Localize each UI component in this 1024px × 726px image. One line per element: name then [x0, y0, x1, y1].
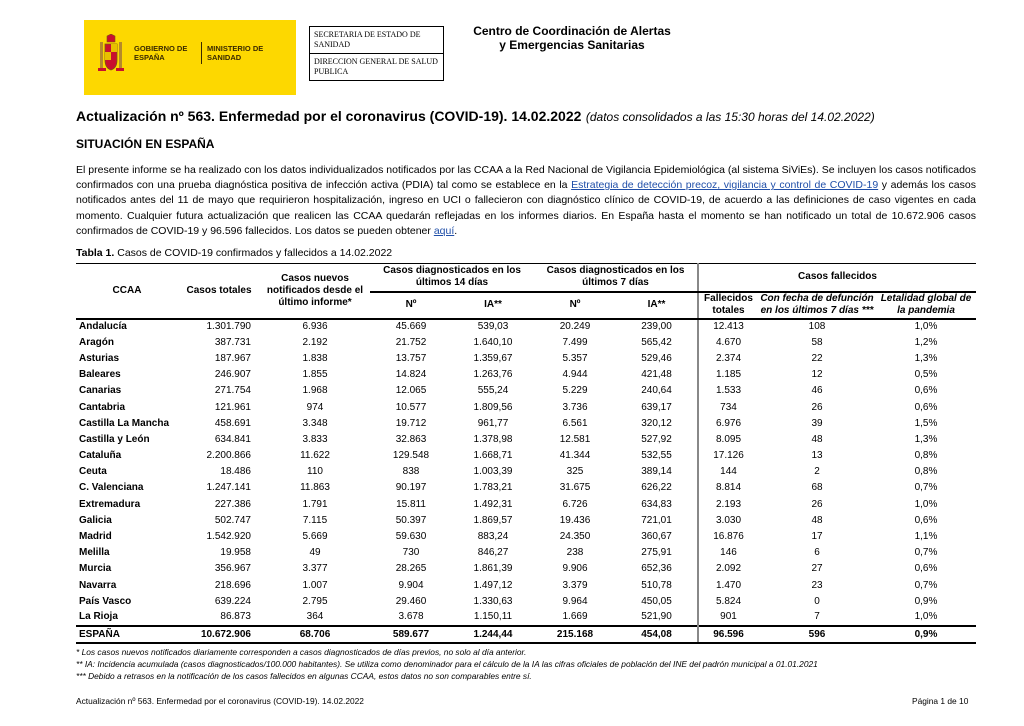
cell-n-7: 24.350 — [559, 531, 591, 543]
cell-letalidad: 0,5% — [914, 369, 938, 381]
cell-ia-7: 529,46 — [641, 352, 672, 364]
header-n-14: Nº — [370, 292, 452, 319]
cell-ia-14: 1.497,12 — [473, 579, 513, 591]
cell-letalidad: 0,6% — [914, 385, 938, 397]
cell-casos-totales: 1.247.141 — [206, 482, 251, 494]
report-title-line — [76, 108, 976, 126]
cell-n-7: 238 — [566, 547, 584, 559]
cell-casos-nuevos: 1.838 — [302, 352, 328, 364]
section-heading: SITUACIÓN EN ESPAÑA — [76, 137, 215, 151]
cell-ia-14: 1.150,11 — [473, 611, 513, 623]
cell-n-14: 9.904 — [398, 579, 424, 591]
cell-ia-14: 1.783,21 — [473, 482, 513, 494]
cell-casos-nuevos: 1.791 — [302, 498, 328, 510]
table-caption-text: Casos de COVID-19 confirmados y fallecidos a 14.02.2022 — [114, 247, 393, 259]
header-ia-7: IA** — [616, 292, 698, 319]
cell-letalidad: 0,8% — [914, 466, 938, 478]
table-row — [76, 367, 976, 383]
cell-letalidad: 0,7% — [914, 482, 938, 494]
table-body — [76, 319, 976, 644]
cell-fallecidos-totales: 2.092 — [698, 561, 758, 577]
table-notes — [76, 646, 986, 682]
cell-fallecidos-7-dias: 39 — [811, 417, 823, 429]
cell-ccaa: Andalucía — [79, 321, 127, 333]
cell-fallecidos-7-dias: 108 — [808, 321, 826, 333]
table-row — [76, 513, 976, 529]
cell-fallecidos-7-dias: 6 — [814, 547, 820, 559]
cell-ia-7: 639,17 — [641, 401, 672, 413]
cell-n-14: 730 — [402, 547, 420, 559]
cell-ia-14: 1.492,31 — [473, 498, 513, 510]
cell-fallecidos-7-dias: 7 — [814, 611, 820, 623]
cell-fallecidos-7-dias: 26 — [811, 498, 823, 510]
cell-casos-totales: 18.486 — [220, 466, 251, 478]
cell-ia-7: 527,92 — [641, 433, 672, 445]
cell-n-14: 21.752 — [395, 336, 427, 348]
cell-fallecidos-7-dias: 23 — [811, 579, 823, 591]
cell-n-7: 41.344 — [559, 450, 591, 462]
cell-n-7: 7.499 — [562, 336, 588, 348]
cell-ia-7: 510,78 — [641, 579, 672, 591]
cell-fallecidos-totales: 146 — [698, 545, 758, 561]
logo-divider — [201, 42, 202, 64]
estrategia-link[interactable]: Estrategia de detección precoz, vigilancia y control de COVID-19 — [571, 179, 879, 192]
cell-ia-14: 539,03 — [477, 321, 509, 333]
cell-casos-totales: 356.967 — [214, 563, 251, 575]
cell-fallecidos-7-dias: 17 — [811, 531, 823, 543]
paragraph-text-3: . — [454, 224, 458, 237]
table-row — [76, 578, 976, 594]
cell-ccaa: Cantabria — [79, 401, 126, 413]
cell-n-14: 12.065 — [395, 385, 427, 397]
cell-fallecidos-7-dias: 48 — [811, 433, 823, 445]
cell-n-14: 50.397 — [395, 514, 427, 526]
table-row — [76, 351, 976, 367]
cell-ia-14: 1.244,44 — [452, 626, 534, 643]
centro-coordinacion — [462, 24, 682, 52]
cell-fallecidos-7-dias: 26 — [811, 401, 823, 413]
paragraph-text-1: El presente informe se ha realizado con los datos individualizados notificados por las CCAA a la Red Nacional de Vigilancia Epidemiológica (al sistema SiViEs). Se incluyen los casos notificados confirmados con una prueba diagnóstica positiva de infección activa (PDIA) tal como se establece en la — [76, 164, 976, 192]
cell-n-7: 3.736 — [562, 401, 588, 413]
cell-letalidad: 0,6% — [914, 514, 938, 526]
table-header — [76, 264, 976, 319]
cell-n-14: 15.811 — [396, 498, 426, 510]
cell-ccaa: País Vasco — [79, 595, 132, 607]
cell-fallecidos-7-dias: 13 — [811, 450, 823, 462]
cell-casos-totales: 19.958 — [220, 547, 251, 559]
cell-casos-totales: 458.691 — [214, 417, 251, 429]
cell-letalidad: 0,9% — [914, 595, 938, 607]
cell-fallecidos-totales: 1.185 — [698, 367, 758, 383]
footer-title: Actualización nº 563. Enfermedad por el coronavirus (COVID-19). 14.02.2022 — [76, 696, 364, 706]
table-caption-label: Tabla 1. — [76, 247, 115, 259]
cell-casos-totales: 187.967 — [214, 352, 251, 364]
cell-casos-nuevos: 2.192 — [302, 336, 328, 348]
cell-n-14: 90.197 — [395, 482, 427, 494]
cell-ccaa: Galicia — [79, 514, 112, 526]
cell-ia-7: 454,08 — [616, 626, 698, 643]
header-n-7: Nº — [534, 292, 616, 319]
header-fallecidos-7-dias: Con fecha de defunción en los últimos 7 días *** — [758, 292, 876, 319]
table-row — [76, 561, 976, 577]
cell-fallecidos-totales: 2.374 — [698, 351, 758, 367]
cell-n-7: 19.436 — [559, 514, 591, 526]
cell-ia-14: 1.359,67 — [473, 352, 513, 364]
cell-casos-nuevos: 3.833 — [302, 433, 328, 445]
cell-ccaa: Navarra — [79, 579, 117, 591]
cell-casos-nuevos: 5.669 — [302, 531, 328, 543]
table-row — [76, 448, 976, 464]
cell-casos-nuevos: 11.863 — [300, 482, 330, 494]
header-letalidad: Letalidad global de la pandemia — [876, 292, 976, 319]
cell-ccaa: Castilla La Mancha — [79, 417, 170, 429]
cell-ia-7: 565,42 — [641, 336, 672, 348]
cell-fallecidos-7-dias: 22 — [811, 352, 823, 364]
cell-letalidad: 1,3% — [914, 433, 938, 445]
cell-ccaa: Baleares — [79, 369, 121, 381]
cell-casos-nuevos: 2.795 — [302, 595, 328, 607]
logo-text-ministerio: MINISTERIO DE SANIDAD — [207, 44, 264, 62]
cell-n-7: 6.561 — [562, 417, 588, 429]
cell-n-7: 5.357 — [562, 352, 588, 364]
note-2: ** IA: Incidencia acumulada (casos diagnosticados/100.000 habitantes). Se utiliza como denominador para el cálculo de la IA las cifras oficiales de población del INE del padrón municipal a 01.01.2021 — [76, 659, 818, 669]
cell-ia-7: 275,91 — [641, 547, 672, 559]
cell-ia-7: 626,22 — [641, 482, 672, 494]
cell-n-14: 29.460 — [395, 595, 427, 607]
covid-cases-table — [76, 263, 976, 644]
cell-letalidad: 0,6% — [914, 563, 938, 575]
header-ia-14: IA** — [452, 292, 534, 319]
cell-casos-totales: 271.754 — [214, 385, 251, 397]
cell-casos-nuevos: 1.855 — [302, 369, 328, 381]
header-casos-totales: Casos totales — [178, 264, 260, 319]
cell-fallecidos-totales: 1.533 — [698, 383, 758, 399]
cell-casos-totales: 227.386 — [214, 498, 251, 510]
cell-fallecidos-totales: 4.670 — [698, 335, 758, 351]
cell-casos-nuevos: 364 — [306, 611, 324, 623]
table-row — [76, 335, 976, 351]
cell-ccaa: Melilla — [79, 547, 110, 559]
cell-ia-7: 320,12 — [641, 417, 672, 429]
paragraph-text-2: y además los casos notificados antes del 11 de mayo que requirieron hospitalización, ingreso en UCI o fallecieron con diagnóstico clínico de COVID-19, de acuerdo a las definiciones de caso vigentes en cada momento. Cualquier futura actualización que realicen las CCAA quedarán reflejadas en los informes diarios. En España hasta el momento se han notificado un total de 10.672.906 casos confirmados de COVID-19 y 96.596 fallecidos. Los datos se pueden obtener — [76, 179, 976, 237]
cell-n-14: 13.757 — [395, 352, 427, 364]
cell-casos-nuevos: 68.706 — [260, 626, 370, 643]
cell-fallecidos-totales: 5.824 — [698, 594, 758, 610]
cell-fallecidos-7-dias: 12 — [811, 369, 823, 381]
cell-fallecidos-7-dias: 58 — [811, 336, 823, 348]
table-row — [76, 416, 976, 432]
org-direccion: DIRECCION GENERAL DE SALUD PUBLICA — [310, 53, 443, 80]
cell-ccaa: Castilla y León — [79, 433, 150, 445]
cell-n-14: 129.548 — [392, 450, 430, 462]
table-caption — [76, 247, 392, 259]
cell-ia-14: 1.378,98 — [473, 433, 513, 445]
cell-letalidad: 0,9% — [876, 626, 976, 643]
cell-letalidad: 0,6% — [914, 401, 938, 413]
cell-ccaa: Ceuta — [79, 466, 107, 478]
cell-ccaa: Madrid — [79, 531, 112, 543]
header-group-7-dias: Casos diagnosticados en los últimos 7 días — [534, 264, 698, 292]
cell-n-7: 4.944 — [562, 369, 588, 381]
cell-n-14: 32.863 — [395, 433, 427, 445]
cell-fallecidos-7-dias: 48 — [811, 514, 823, 526]
cell-fallecidos-totales: 144 — [698, 464, 758, 480]
cell-casos-totales: 121.961 — [214, 401, 251, 413]
cell-casos-nuevos: 1.968 — [302, 385, 328, 397]
cell-fallecidos-totales: 901 — [698, 610, 758, 626]
cell-ia-14: 846,27 — [477, 547, 509, 559]
cell-ia-14: 883,24 — [477, 531, 509, 543]
cell-ia-7: 360,67 — [641, 531, 672, 543]
cell-letalidad: 0,8% — [914, 450, 938, 462]
cell-n-7: 12.581 — [559, 433, 591, 445]
cell-fallecidos-totales: 1.470 — [698, 578, 758, 594]
cell-n-7: 3.379 — [562, 579, 588, 591]
logo-text-gobierno: GOBIERNO DE ESPAÑA — [134, 44, 188, 62]
cell-fallecidos-totales: 12.413 — [698, 319, 758, 335]
note-3: *** Debido a retrasos en la notificación de los casos fallecidos en algunas CCAA, estos datos no son comparables entre sí. — [76, 671, 532, 681]
cell-ccaa: ESPAÑA — [76, 626, 178, 643]
cell-n-7: 215.168 — [534, 626, 616, 643]
cell-letalidad: 1,1% — [914, 531, 938, 543]
table-row — [76, 383, 976, 399]
cell-ia-14: 1.640,10 — [473, 336, 513, 348]
cell-fallecidos-totales: 96.596 — [698, 626, 758, 643]
cell-n-7: 31.675 — [559, 482, 591, 494]
cell-letalidad: 1,0% — [914, 321, 938, 333]
table-row — [76, 497, 976, 513]
cell-n-7: 9.964 — [562, 595, 588, 607]
cell-casos-nuevos: 7.115 — [302, 514, 328, 526]
cell-letalidad: 0,7% — [914, 579, 938, 591]
cell-ia-14: 1.668,71 — [473, 450, 513, 462]
cell-casos-totales: 1.542.920 — [206, 531, 251, 543]
cell-ia-14: 1.330,63 — [473, 595, 513, 607]
cell-ccaa: Cataluña — [79, 450, 122, 462]
cell-casos-nuevos: 3.377 — [302, 563, 328, 575]
cell-fallecidos-totales: 8.814 — [698, 480, 758, 496]
cell-ccaa: Extremadura — [79, 498, 141, 510]
cell-casos-totales: 2.200.866 — [206, 450, 251, 462]
cell-letalidad: 1,0% — [914, 611, 938, 623]
cell-n-14: 28.265 — [395, 563, 427, 575]
cell-fallecidos-totales: 8.095 — [698, 432, 758, 448]
organization-box — [309, 26, 444, 81]
cell-casos-totales: 246.907 — [214, 369, 251, 381]
cell-fallecidos-7-dias: 68 — [811, 482, 823, 494]
table-row — [76, 464, 976, 480]
cell-ia-7: 532,55 — [641, 450, 672, 462]
cell-n-14: 3.678 — [398, 611, 424, 623]
cell-casos-nuevos: 1.007 — [302, 579, 328, 591]
cell-ia-7: 521,90 — [641, 611, 672, 623]
table-row — [76, 432, 976, 448]
cell-letalidad: 1,0% — [914, 498, 938, 510]
table-total-row — [76, 626, 976, 643]
cell-fallecidos-7-dias: 27 — [811, 563, 823, 575]
cell-ccaa: Aragón — [79, 336, 114, 348]
cell-casos-nuevos: 11.622 — [300, 450, 330, 462]
cell-ia-7: 240,64 — [641, 385, 672, 397]
table-row — [76, 480, 976, 496]
cell-letalidad: 1,2% — [914, 336, 938, 348]
cell-fallecidos-totales: 2.193 — [698, 497, 758, 513]
cell-letalidad: 1,5% — [914, 417, 938, 429]
cell-fallecidos-7-dias: 596 — [758, 626, 876, 643]
cell-casos-nuevos: 110 — [307, 466, 323, 478]
cell-ia-7: 450,05 — [641, 595, 672, 607]
cell-ia-7: 634,83 — [641, 498, 672, 510]
cell-fallecidos-totales: 734 — [698, 399, 758, 415]
report-subtitle: (datos consolidados a las 15:30 horas del 14.02.2022) — [585, 110, 875, 124]
table-row — [76, 319, 976, 335]
cell-n-7: 6.726 — [562, 498, 588, 510]
cell-fallecidos-totales: 3.030 — [698, 513, 758, 529]
cell-ia-14: 1.869,57 — [473, 514, 513, 526]
cell-n-7: 20.249 — [559, 321, 591, 333]
cell-casos-totales: 387.731 — [214, 336, 251, 348]
cell-ia-14: 1.861,39 — [473, 563, 513, 575]
cell-fallecidos-7-dias: 0 — [814, 595, 820, 607]
cell-ccaa: La Rioja — [79, 611, 118, 623]
cell-n-7: 325 — [566, 466, 584, 478]
cell-fallecidos-totales: 16.876 — [698, 529, 758, 545]
org-secretaria: SECRETARIA DE ESTADO DE SANIDAD — [314, 30, 421, 49]
cell-fallecidos-totales: 17.126 — [698, 448, 758, 464]
cell-casos-totales: 10.672.906 — [178, 626, 260, 643]
cell-n-14: 59.630 — [395, 531, 427, 543]
cell-n-14: 838 — [402, 466, 420, 478]
cell-n-7: 9.906 — [562, 563, 588, 575]
cell-ia-7: 239,00 — [641, 321, 672, 333]
cell-n-7: 1.669 — [562, 611, 588, 623]
cell-casos-nuevos: 49 — [309, 547, 321, 559]
cell-n-14: 14.824 — [395, 369, 427, 381]
header-ccaa: CCAA — [76, 264, 178, 319]
report-title: Actualización nº 563. Enfermedad por el coronavirus (COVID-19). 14.02.2022 — [76, 108, 582, 124]
centro-line-2: y Emergencias Sanitarias — [499, 38, 645, 52]
header-fallecidos-totales: Fallecidos totales — [698, 292, 758, 319]
cell-casos-totales: 502.747 — [214, 514, 251, 526]
cell-casos-totales: 218.696 — [214, 579, 251, 591]
cell-ccaa: C. Valenciana — [79, 482, 144, 494]
table-row — [76, 610, 976, 626]
cell-letalidad: 0,7% — [914, 547, 938, 559]
cell-n-14: 10.577 — [395, 401, 427, 413]
cell-ccaa: Murcia — [79, 563, 112, 575]
cell-ia-14: 1.003,39 — [473, 466, 513, 478]
header-group-14-dias: Casos diagnosticados en los últimos 14 días — [370, 264, 534, 292]
coat-of-arms-icon — [98, 34, 124, 76]
header-casos-nuevos: Casos nuevos notificados desde el último informe* — [260, 264, 370, 319]
cell-n-7: 5.229 — [562, 385, 588, 397]
cell-ia-7: 652,36 — [641, 563, 672, 575]
cell-ccaa: Asturias — [79, 352, 120, 364]
cell-casos-totales: 1.301.790 — [206, 321, 251, 333]
cell-casos-nuevos: 6.936 — [302, 321, 328, 333]
cell-fallecidos-7-dias: 46 — [811, 385, 823, 397]
table-row — [76, 399, 976, 415]
table-row — [76, 545, 976, 561]
cell-ia-14: 1.263,76 — [473, 369, 513, 381]
centro-line-1: Centro de Coordinación de Alertas — [473, 24, 671, 38]
cell-fallecidos-7-dias: 2 — [814, 466, 820, 478]
intro-paragraph — [76, 163, 976, 239]
footer-page-number: Página 1 de 10 — [912, 696, 969, 706]
note-1: * Los casos nuevos notificados diariamente corresponden a casos diagnosticados de días previos, no solo al día anterior. — [76, 647, 527, 657]
header-group-fallecidos: Casos fallecidos — [698, 264, 976, 292]
cell-letalidad: 1,3% — [914, 352, 938, 364]
cell-n-14: 19.712 — [395, 417, 427, 429]
table-row — [76, 594, 976, 610]
government-logo — [84, 20, 296, 95]
cell-casos-nuevos: 974 — [306, 401, 324, 413]
cell-n-14: 45.669 — [395, 321, 427, 333]
cell-ia-14: 961,77 — [477, 417, 509, 429]
table-row — [76, 529, 976, 545]
cell-ia-7: 421,48 — [641, 369, 672, 381]
cell-n-14: 589.677 — [370, 626, 452, 643]
cell-ia-14: 1.809,56 — [473, 401, 513, 413]
cell-casos-totales: 639.224 — [214, 595, 251, 607]
cell-casos-totales: 86.873 — [220, 611, 251, 623]
cell-casos-nuevos: 3.348 — [302, 417, 328, 429]
cell-ccaa: Canarias — [79, 385, 122, 397]
cell-ia-7: 389,14 — [641, 466, 672, 478]
cell-ia-14: 555,24 — [477, 385, 509, 397]
cell-ia-7: 721,01 — [641, 514, 672, 526]
cell-fallecidos-totales: 6.976 — [698, 416, 758, 432]
aqui-link[interactable]: aquí — [433, 224, 455, 237]
cell-casos-totales: 634.841 — [214, 433, 251, 445]
